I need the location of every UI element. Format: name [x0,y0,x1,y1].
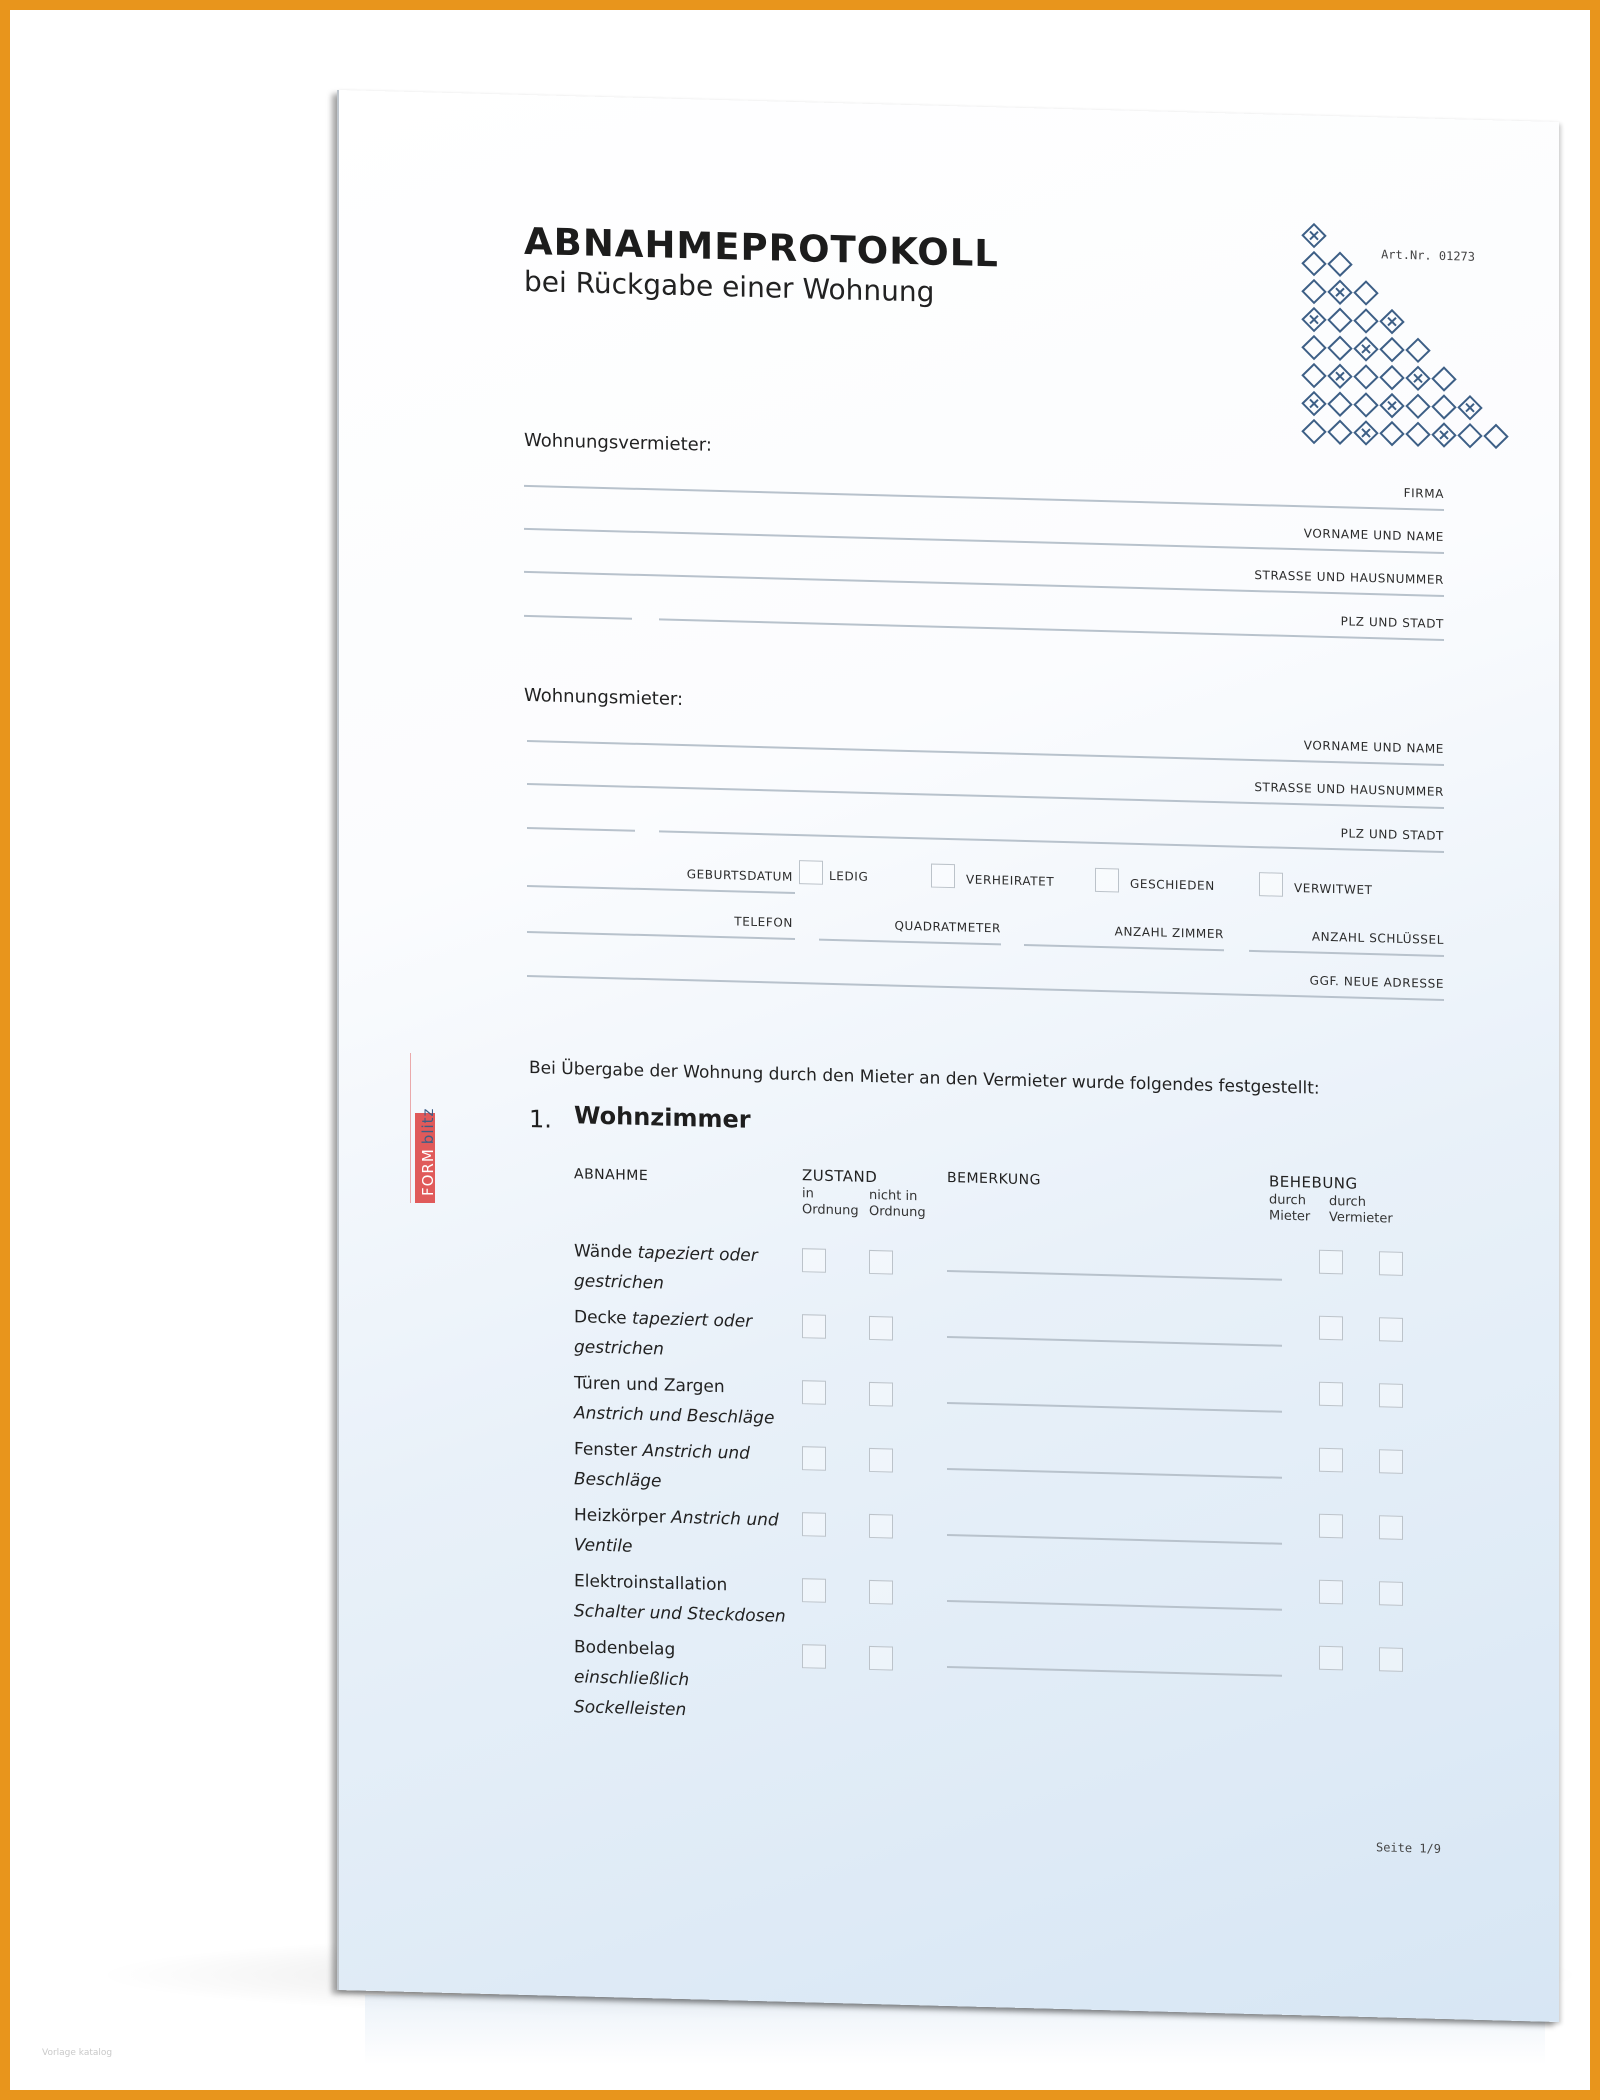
mieter-caption-1: STRASSE UND HAUSNUMMER [1254,780,1444,799]
logo-blitz: blitz [419,1107,437,1145]
col-bemerkung: BEMERKUNG [947,1169,1041,1189]
bemerkung-field[interactable] [947,1336,1282,1347]
vermieter-caption-1: VORNAME UND NAME [1303,526,1444,544]
anzahl-zimmer-field[interactable] [1024,944,1224,951]
vermieter-caption-2: STRASSE UND HAUSNUMMER [1254,568,1444,587]
logo-form: FORM [419,1148,437,1196]
verwitwet-checkbox[interactable] [1259,872,1283,897]
article-number: Art.Nr. 01273 [1381,247,1475,264]
mieter-caption-2: PLZ UND STADT [1340,826,1444,843]
bemerkung-field[interactable] [947,1402,1282,1413]
row-main-text: Bodenbelag [574,1637,676,1660]
telefon-field[interactable] [527,931,795,940]
durch-mieter-checkbox[interactable] [1319,1382,1343,1407]
anzahl-zimmer-caption: ANZAHL ZIMMER [1114,924,1224,942]
row-detail-text: tapeziert oder gestrichen [574,1242,758,1294]
page-number: Seite 1/9 [1375,1840,1441,1856]
in-ordnung-checkbox[interactable] [802,1446,826,1471]
col-abnahme: ABNAHME [574,1166,649,1185]
row-label [574,1566,794,1632]
nicht-in-ordnung-checkbox[interactable] [869,1382,893,1407]
durch-mieter-checkbox[interactable] [1319,1316,1343,1341]
document-page [337,90,1559,2022]
nicht-in-ordnung-checkbox[interactable] [869,1646,893,1671]
col-nicht-in-ordnung: nicht in Ordnung [869,1187,926,1221]
birthdate-caption: GEBURTSDATUM [686,867,793,884]
row-detail-text: Anstrich und Beschläge [574,1403,775,1429]
nicht-in-ordnung-checkbox[interactable] [869,1448,893,1473]
durch-mieter-checkbox[interactable] [1319,1514,1343,1539]
row-main-text: Decke [574,1307,627,1329]
nicht-in-ordnung-checkbox[interactable] [869,1316,893,1341]
row-main-text: Fenster [574,1439,638,1461]
col-in-ordnung: in Ordnung [802,1186,859,1219]
durch-vermieter-checkbox[interactable] [1379,1251,1403,1276]
birthdate-field[interactable] [527,885,795,894]
verheiratet-checkbox[interactable] [931,864,955,889]
in-ordnung-checkbox[interactable] [802,1578,826,1603]
in-ordnung-checkbox[interactable] [802,1314,826,1339]
row-detail-text: einschließlich Sockelleisten [574,1667,690,1721]
in-ordnung-checkbox[interactable] [802,1380,826,1405]
durch-vermieter-checkbox[interactable] [1379,1581,1403,1606]
anzahl-schluessel-caption: ANZAHL SCHLÜSSEL [1311,929,1444,947]
vermieter-caption-3: PLZ UND STADT [1340,614,1444,631]
bemerkung-field[interactable] [947,1468,1282,1479]
vermieter-label: Wohnungsvermieter: [524,429,712,456]
row-main-text: Türen und Zargen [574,1373,725,1398]
nicht-in-ordnung-checkbox[interactable] [869,1580,893,1605]
row-detail-text: Anstrich und Ventile [574,1507,779,1557]
geschieden-checkbox[interactable] [1095,868,1119,893]
bemerkung-field[interactable] [947,1270,1282,1281]
durch-mieter-checkbox[interactable] [1319,1580,1343,1605]
in-ordnung-checkbox[interactable] [802,1644,826,1669]
watermark: Vorlage katalog [42,2048,113,2058]
row-main-text: Heizkörper [574,1505,666,1528]
col-durch-mieter: durch Mieter [1269,1192,1311,1225]
document-subtitle: bei Rückgabe einer Wohnung [524,264,935,309]
mieter-caption-0: VORNAME UND NAME [1303,738,1444,756]
row-label [574,1632,794,1728]
durch-vermieter-checkbox[interactable] [1379,1515,1403,1540]
durch-vermieter-checkbox[interactable] [1379,1383,1403,1408]
row-detail-text: Anstrich und Beschläge [574,1440,750,1492]
intro-text: Bei Übergabe der Wohnung durch den Mieter an den Vermieter wurde folgendes festgestellt: [529,1058,1320,1099]
durch-vermieter-checkbox[interactable] [1379,1317,1403,1342]
durch-mieter-checkbox[interactable] [1319,1448,1343,1473]
row-detail-text: Schalter und Steckdosen [574,1601,786,1627]
row-label [574,1500,794,1566]
anzahl-schluessel-field[interactable] [1249,950,1444,957]
vermieter-caption-0: FIRMA [1403,485,1444,501]
col-behebung: BEHEBUNG [1269,1172,1358,1193]
vermieter-plz-field[interactable] [524,615,632,620]
formblitz-logo-text [419,1108,437,1196]
ledig-checkbox[interactable] [799,860,823,885]
bemerkung-field[interactable] [947,1600,1282,1611]
durch-mieter-checkbox[interactable] [1319,1646,1343,1671]
document-title: ABNAHMEPROTOKOLL [524,219,999,276]
row-label [574,1302,794,1368]
in-ordnung-checkbox[interactable] [802,1248,826,1273]
col-durch-vermieter: durch Vermieter [1329,1193,1393,1227]
quadratmeter-field[interactable] [819,939,1001,946]
mieter-label: Wohnungsmieter: [524,684,684,711]
checkbox-pattern-icon [1294,215,1534,471]
verheiratet-label: VERHEIRATET [966,872,1055,889]
durch-mieter-checkbox[interactable] [1319,1250,1343,1275]
row-label [574,1368,794,1434]
verwitwet-label: VERWITWET [1294,881,1373,898]
in-ordnung-checkbox[interactable] [802,1512,826,1537]
row-label [574,1434,794,1500]
row-main-text: Wände [574,1241,633,1263]
section-number: 1. [529,1105,552,1134]
quadratmeter-caption: QUADRATMETER [894,918,1001,936]
nicht-in-ordnung-checkbox[interactable] [869,1250,893,1275]
ledig-label: LEDIG [829,868,869,884]
bemerkung-field[interactable] [947,1534,1282,1545]
nicht-in-ordnung-checkbox[interactable] [869,1514,893,1539]
section-title: Wohnzimmer [574,1101,751,1134]
row-detail-text: tapeziert oder gestrichen [574,1308,753,1360]
durch-vermieter-checkbox[interactable] [1379,1647,1403,1672]
geschieden-label: GESCHIEDEN [1130,876,1215,893]
neue-adresse-caption: GGF. NEUE ADRESSE [1309,973,1444,991]
mieter-plz-field[interactable] [527,827,635,832]
row-main-text: Elektroinstallation [574,1571,728,1596]
durch-vermieter-checkbox[interactable] [1379,1449,1403,1474]
bemerkung-field[interactable] [947,1666,1282,1677]
row-label [574,1236,794,1302]
col-zustand: ZUSTAND [802,1166,878,1187]
telefon-caption: TELEFON [734,914,793,930]
